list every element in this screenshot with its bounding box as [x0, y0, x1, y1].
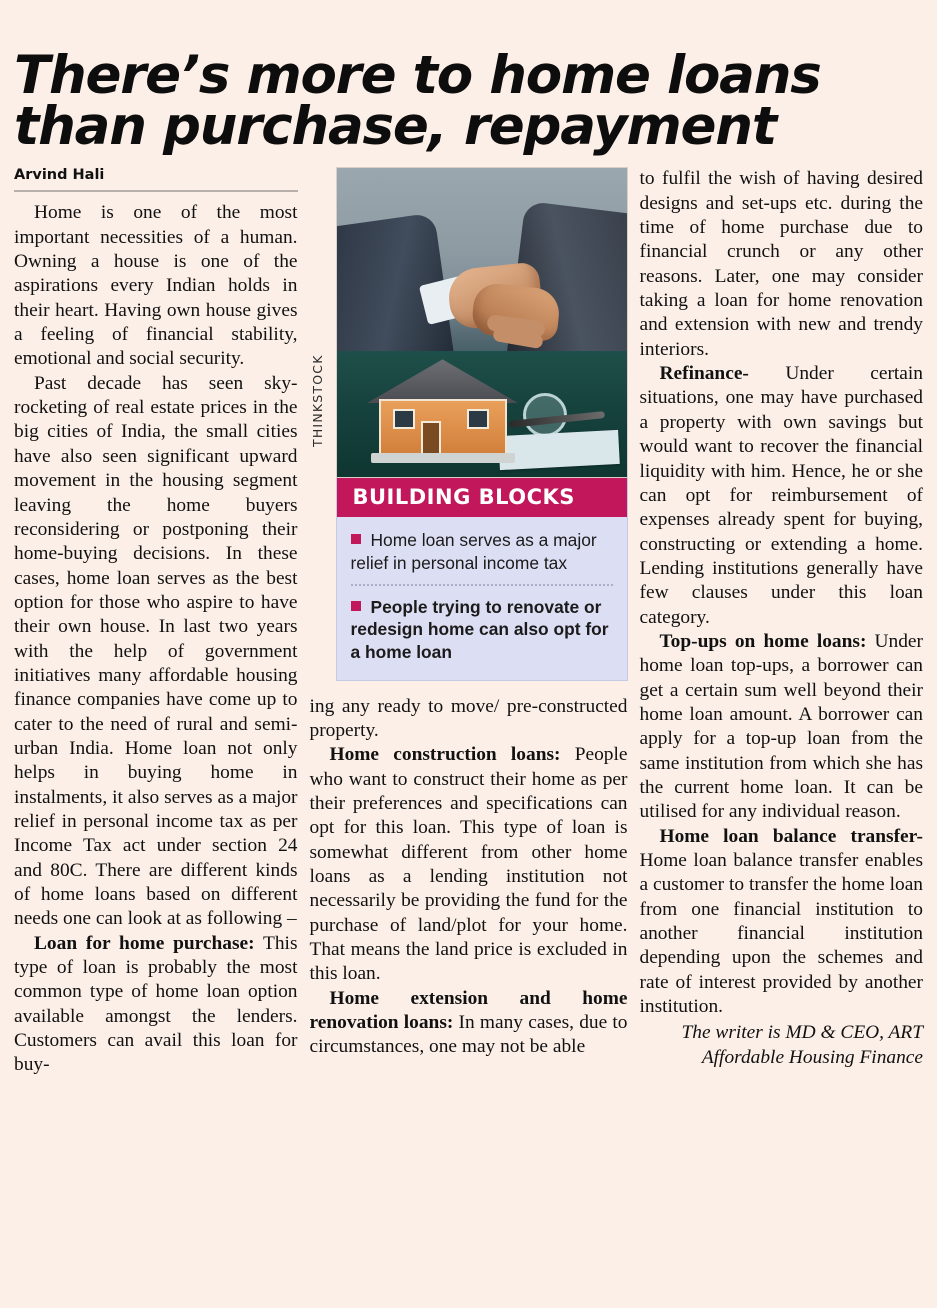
column-left: [8, 167, 304, 1077]
photo-house-window: [393, 409, 415, 429]
building-blocks-box: [336, 478, 628, 680]
photo-house-door: [421, 421, 441, 455]
paragraph-home-construction-loans: [310, 743, 628, 986]
author-byline: Arvind Hali: [14, 167, 105, 184]
paragraph-balance-transfer: [640, 825, 924, 1020]
headline-line-1: There’s more to home loans: [14, 44, 821, 106]
paragraph-lead-in: Home extension and home renovation loans:: [309, 987, 628, 1033]
bullet-square-icon: [351, 601, 361, 611]
paragraph-text: This type of loan is probably the most common type of home loan option available amongst the lenders. Customers can avail this loan for buy-: [14, 932, 298, 1076]
building-blocks-title: BUILDING BLOCKS: [337, 478, 627, 517]
photo-model-house: [367, 359, 519, 463]
photo-house-window: [467, 409, 489, 429]
paragraph-lead-in: Home construction loans:: [329, 744, 561, 766]
list-item: [351, 529, 613, 574]
paragraph-text: Under certain situations, one may have purchased a property with own savings but would want to recover the financial liquidity with him. Hence, he or she can opt for reimbursement of expenses already spent for buying, constructing or extending a home. Lending institutions generally have few clauses under this loan category.: [639, 363, 923, 628]
paragraph-text: People who want to construct their home as per their preferences and specifications can opt for this loan. This type of loan is somewhat different from other home loans as a lending institution not necessarily be providing the fund for the purchase of land/plot for your home. That means the land price is excluded in this loan.: [309, 744, 628, 985]
photo-house-roof: [367, 359, 519, 403]
paragraph-continuation: to fulfil the wish of having desired designs and set-ups etc. during the time of home purchase due to financial crunch or any other reasons. Later, one may consider taking a loan for home renovation and extension with new and trendy interiors.: [639, 168, 923, 360]
list-divider: [351, 584, 613, 586]
paragraph-text: Home loan balance transfer enables a customer to transfer the home loan from one financial institution to another financial institution depending upon the schemes and rate of interest provided by another institution.: [639, 850, 923, 1018]
list-item-label: People trying to renovate or redesign home can also opt for a home loan: [350, 596, 609, 662]
paragraph-continuation: ing any ready to move/ pre-constructed property.: [309, 695, 628, 741]
byline-divider: [14, 190, 298, 192]
article-photo: [336, 167, 628, 478]
photo-credit: THINKSTOCK: [309, 354, 325, 448]
list-item: [351, 596, 613, 664]
paragraph-loan-for-home-purchase: [14, 932, 298, 1078]
paragraph-lead-in: Loan for home purchase:: [34, 932, 255, 954]
paragraph-text: In many cases, due to circumstances, one may not be able: [309, 1011, 628, 1058]
paragraph-text: Under home loan top-ups, a borrower can get a certain sum well beyond their home loan amount. A borrower can apply for a top-up loan from the same institution from which she has the current home loan. It can be utilised for any individual reason.: [639, 630, 924, 823]
column-right: [634, 167, 930, 1089]
paragraph-refinance: [640, 362, 924, 630]
page-title: [8, 44, 929, 158]
list-item-label: Home loan serves as a major relief in personal income tax: [350, 530, 597, 573]
paragraph: Past decade has seen sky-rocketing of real estate prices in the big cities of India, the small cities have also seen significant upward movement in the housing segment leaving the home buyers reconsidering or postponing their home-buying decisions. In these cases, home loan serves as the best option for those who aspire to have their own house. In last two years with the help of government initiatives many affordable housing finance companies have come up to cater to the need of rural and semi-urban India. Home loan not only helps in buying home in instalments, it also serves as a major relief in personal income tax as per Income Tax act under section 24 and 80C. There are different kinds of home loans based on different needs one can look at as following –: [14, 372, 298, 930]
paragraph: Home is one of the most important necessities of a human. Owning a house is one of the aspirations every Indian holds in their heart. Having own house gives a feeling of financial stability, emotional and social security.: [14, 202, 298, 370]
bullet-square-icon: [351, 534, 361, 544]
paragraph-home-extension-loans: [310, 987, 628, 1060]
photo-house-base: [371, 453, 515, 463]
writer-credit: The writer is MD & CEO, ART Affordable Housing Finance: [681, 1022, 923, 1068]
column-middle: [304, 167, 634, 1059]
paragraph-top-ups: [640, 630, 924, 825]
building-blocks-body: [337, 517, 627, 679]
headline-line-2: than purchase, repayment: [14, 96, 776, 158]
article-photo-wrapper: [309, 167, 628, 478]
paragraph-lead-in: Home loan balance transfer-: [659, 825, 923, 847]
article-columns: [8, 167, 929, 1089]
paragraph-lead-in: Top-ups on home loans:: [659, 630, 867, 652]
paragraph-lead-in: Refinance-: [659, 363, 749, 385]
